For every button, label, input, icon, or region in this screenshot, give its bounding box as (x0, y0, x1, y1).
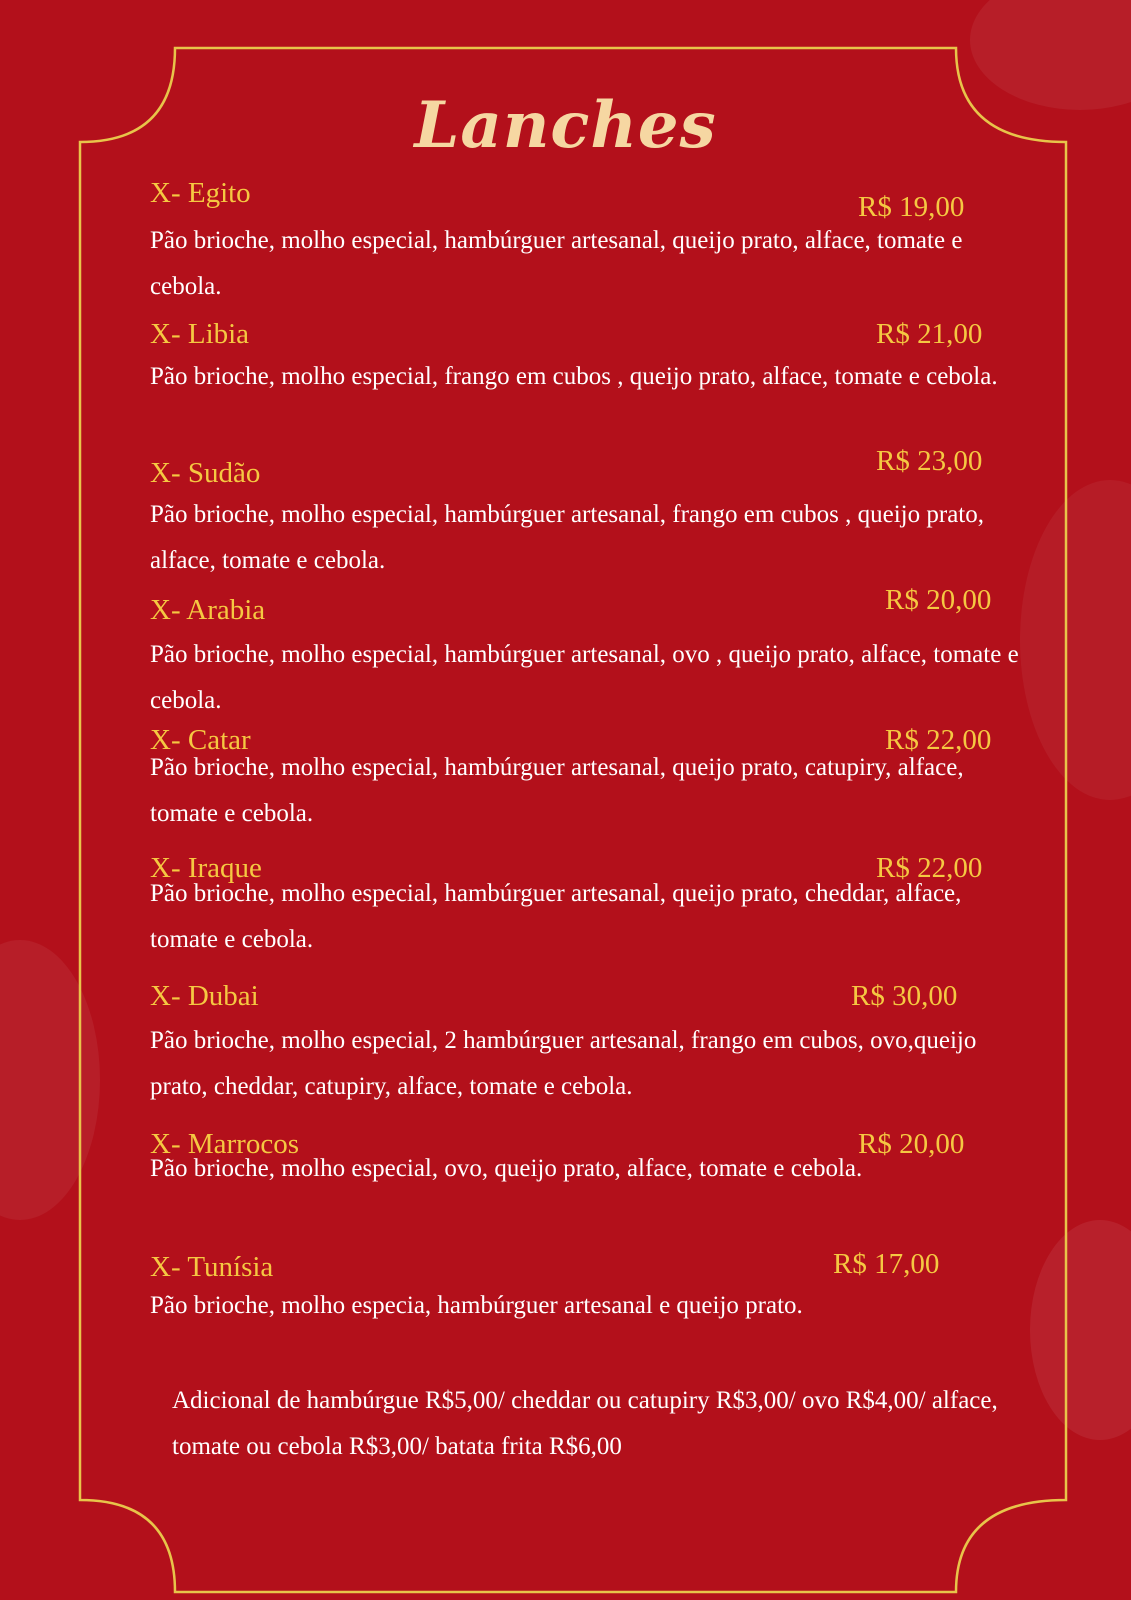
item-name-tunisia: X- Tunísia (150, 1251, 274, 1283)
item-name-marrocos: X- Marrocos (150, 1128, 299, 1160)
item-price-marrocos: R$ 20,00 (858, 1128, 965, 1160)
item-description-libia: Pão brioche, molho especial, frango em cubos , queijo prato, alface, tomate e cebola. (150, 363, 998, 390)
item-description-marrocos: Pão brioche, molho especial, ovo, queijo prato, alface, tomate e cebola. (150, 1155, 863, 1182)
item-price-libia: R$ 21,00 (876, 318, 983, 350)
item-name-egito: X- Egito (150, 177, 251, 209)
item-description-iraque: Pão brioche, molho especial, hambúrguer artesanal, queijo prato, cheddar, alface, tomate e cebola. (150, 880, 962, 953)
menu-title: Lanches (414, 88, 717, 163)
additional-items-note: Adicional de hambúrgue R$5,00/ cheddar ou catupiry R$3,00/ ovo R$4,00/ alface, tomate ou cebola R$3,00/ batata frita R$6,00 (172, 1387, 998, 1460)
item-name-libia: X- Libia (150, 318, 250, 350)
item-description-dubai: Pão brioche, molho especial, 2 hambúrguer artesanal, frango em cubos, ovo,queijo prato, cheddar, catupiry, alface, tomate e cebola. (150, 1027, 977, 1100)
item-price-arabia: R$ 20,00 (885, 584, 992, 616)
item-price-tunisia: R$ 17,00 (833, 1248, 940, 1280)
item-name-catar: X- Catar (150, 724, 251, 756)
item-price-iraque: R$ 22,00 (876, 852, 983, 884)
item-price-sudao: R$ 23,00 (876, 445, 983, 477)
item-description-sudao: Pão brioche, molho especial, hambúrguer artesanal, frango em cubos , queijo prato, alface, tomate e cebola. (150, 501, 984, 574)
item-name-dubai: X- Dubai (150, 980, 259, 1012)
item-description-arabia: Pão brioche, molho especial, hambúrguer artesanal, ovo , queijo prato, alface, tomate e cebola. (150, 641, 1019, 714)
item-description-catar: Pão brioche, molho especial, hambúrguer artesanal, queijo prato, catupiry, alface, tomate e cebola. (150, 754, 964, 827)
item-price-egito: R$ 19,00 (858, 191, 965, 223)
item-description-tunisia: Pão brioche, molho especia, hambúrguer artesanal e queijo prato. (150, 1292, 803, 1319)
item-price-catar: R$ 22,00 (885, 724, 992, 756)
item-name-sudao: X- Sudão (150, 457, 261, 489)
item-price-dubai: R$ 30,00 (851, 980, 958, 1012)
item-description-egito: Pão brioche, molho especial, hambúrguer artesanal, queijo prato, alface, tomate e cebola. (150, 227, 963, 300)
item-name-arabia: X- Arabia (150, 594, 266, 626)
item-name-iraque: X- Iraque (150, 852, 262, 884)
